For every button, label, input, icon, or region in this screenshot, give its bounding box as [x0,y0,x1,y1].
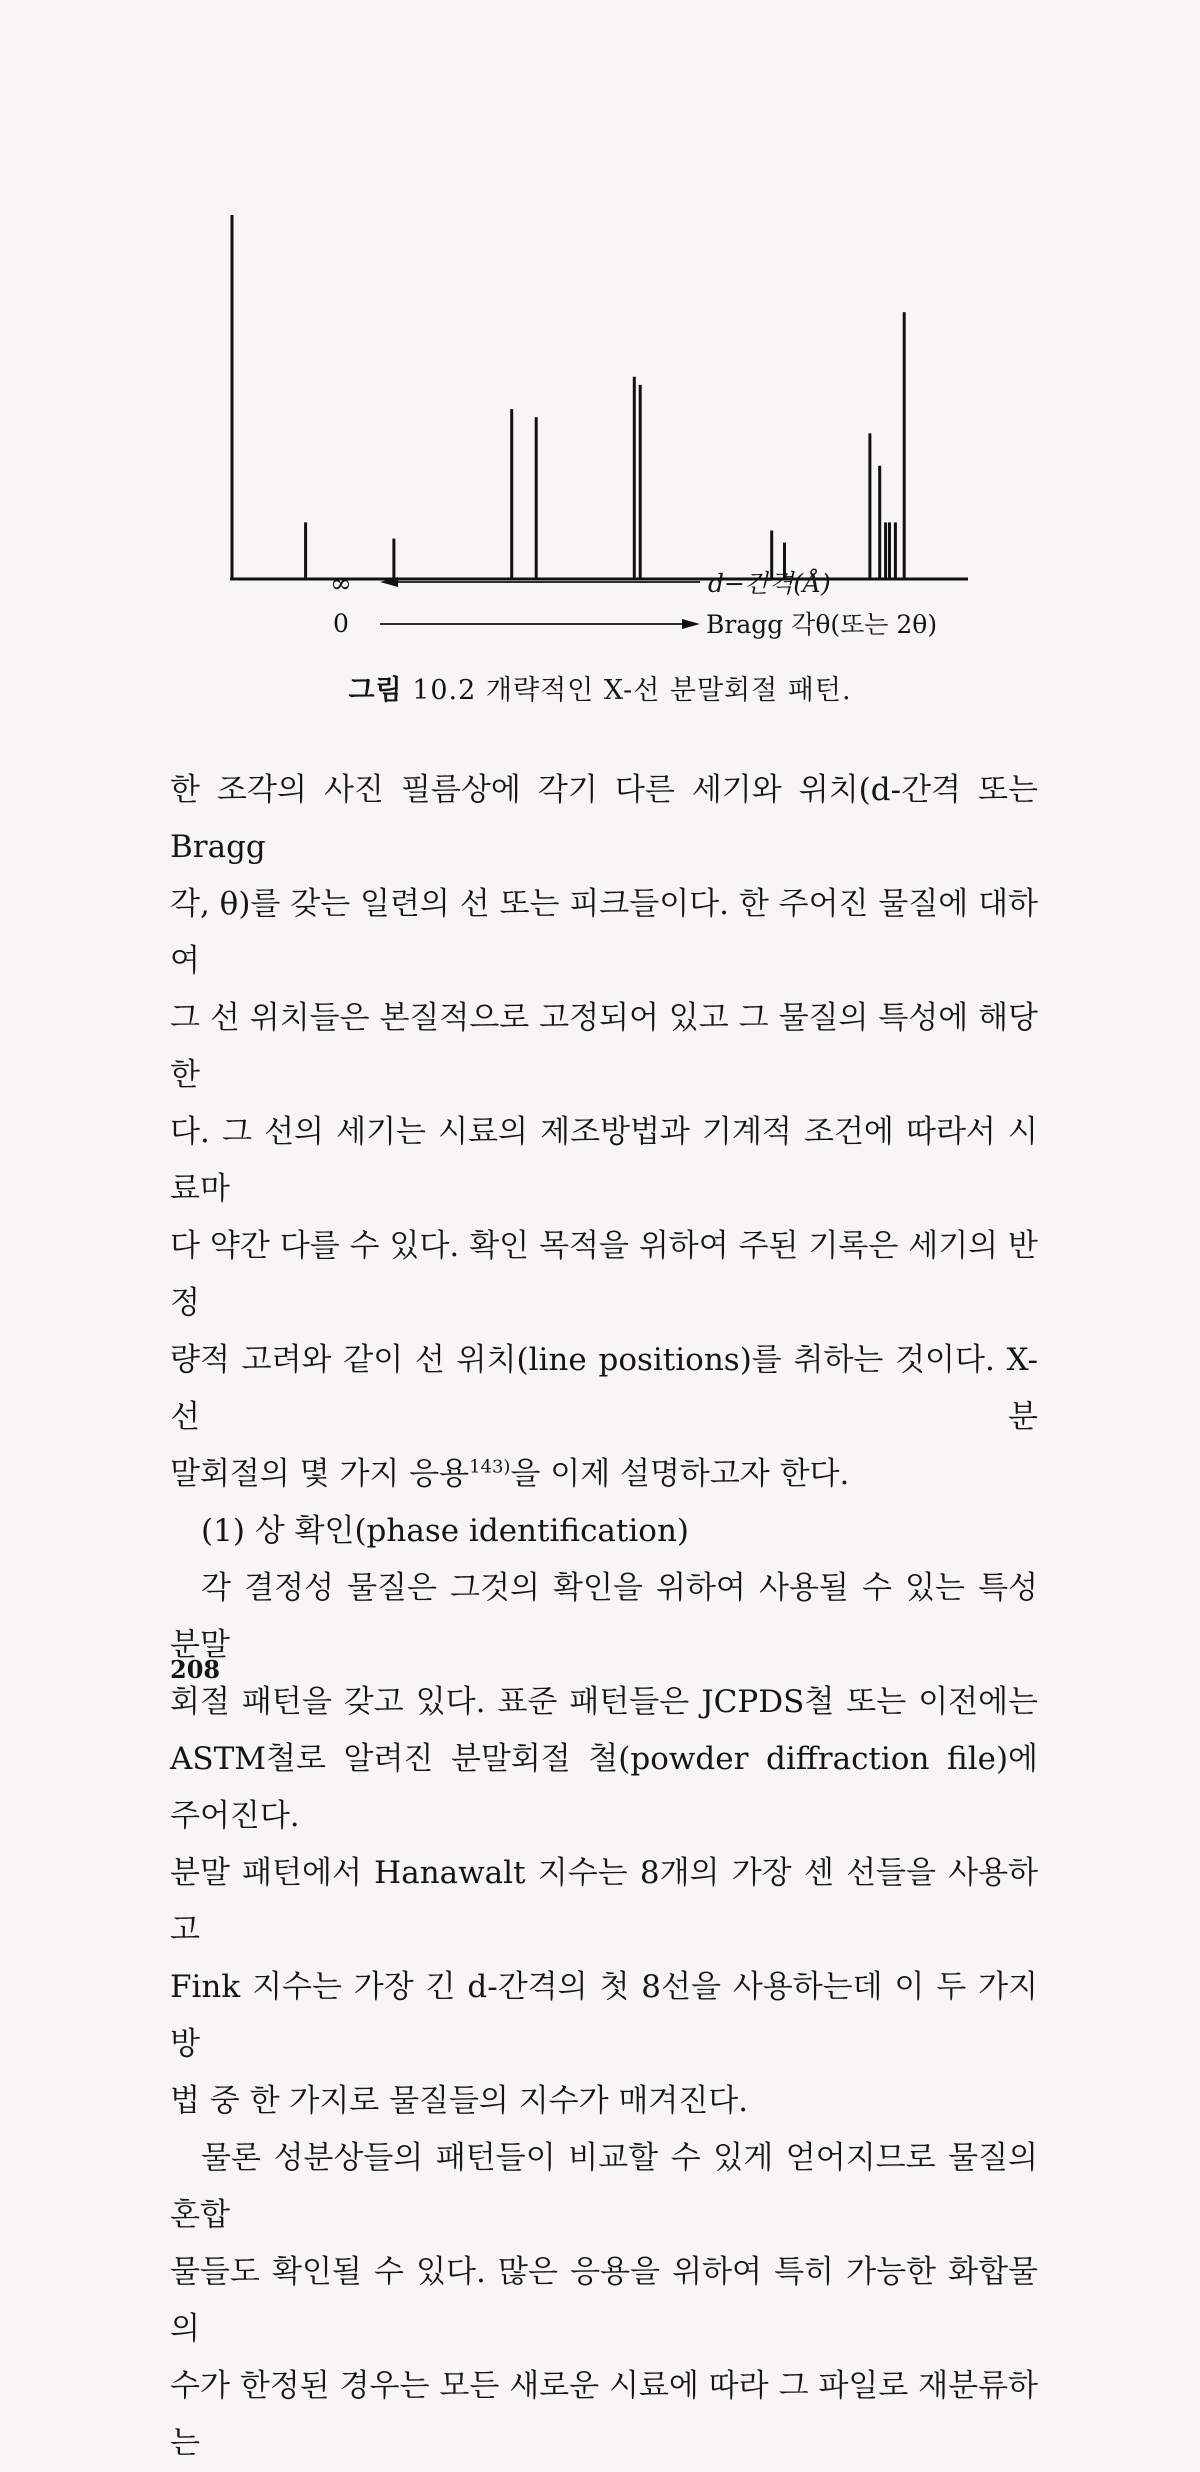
paragraph-1-line-7-text-b: 을 이제 설명하고자 한다. [510,1456,850,1492]
bragg-angle-axis-label: Bragg 각θ(또는 2θ) [706,610,938,639]
paragraph-2-line-6: 법 중 한 가지로 물질들의 지수가 매겨진다. [170,2083,749,2119]
diffraction-peaks [306,312,905,579]
d-spacing-infinity-symbol: ∞ [330,569,352,599]
paragraph-1-line-7-text-a: 말회절의 몇 가지 응용 [170,1456,470,1492]
paragraph-3-line-3: 수가 한정된 경우는 모든 새로운 시료에 따라 그 파일로 재분류하는 [170,2368,1038,2461]
paragraph-2-line-4: 분말 패턴에서 Hanawalt 지수는 8개의 가장 센 선들을 사용하고 [170,1855,1038,1948]
paragraph-2-line-5: Fink 지수는 가장 긴 d-간격의 첫 8선을 사용하는데 이 두 가지 방 [170,1969,1038,2062]
paragraph-1-line-2: 각, θ)를 갖는 일련의 선 또는 피크들이다. 한 주어진 물질에 대하여 [170,886,1038,979]
d-spacing-axis-label: d−간격(Å) [708,569,831,598]
xrd-pattern-figure [0,0,1200,650]
page-number: 208 [170,1655,221,1684]
paragraph-1-line-6: 량적 고려와 같이 선 위치(line positions)를 취하는 것이다. X-선 분 [170,1342,1038,1435]
section-heading-phase-identification: (1) 상 확인(phase identification) [201,1513,690,1549]
figure-caption [0,668,1200,707]
paragraph-3-line-1: 물론 성분상들의 패턴들이 비교할 수 있게 얻어지므로 물질의 혼합 [170,2140,1038,2233]
paragraph-2-line-1: 각 결정성 물질은 그것의 확인을 위하여 사용될 수 있는 특성분말 [170,1570,1038,1663]
paragraph-1-line-4: 다. 그 선의 세기는 시료의 제조방법과 기계적 조건에 따라서 시료마 [170,1114,1038,1207]
paragraph-1-line-7 [170,1446,1038,1503]
paragraph-2-line-3: ASTM철로 알려진 분말회절 철(powder diffraction file)에 주어진다. [170,1741,1038,1834]
paragraph-2-line-2: 회절 패턴을 갖고 있다. 표준 패턴들은 JCPDS철 또는 이전에는 [170,1684,1038,1720]
paragraph-1-line-3: 그 선 위치들은 본질적으로 고정되어 있고 그 물질의 특성에 해당한 [170,1000,1038,1093]
paragraph-3-line-2: 물들도 확인될 수 있다. 많은 응용을 위하여 특히 가능한 화합물의 [170,2254,1038,2347]
figure-caption-number: 10.2 [412,675,477,706]
paragraph-1-line-1: 한 조각의 사진 필름상에 각기 다른 세기와 위치(d-간격 또는 Bragg [170,772,1038,865]
reference-superscript: 143) [469,1456,511,1478]
body-text [170,762,1038,2472]
figure-caption-text: 개략적인 X-선 분말회절 패턴. [485,675,852,706]
bragg-angle-zero-symbol: 0 [333,609,349,638]
paragraph-1-line-5: 다 약간 다를 수 있다. 확인 목적을 위하여 주된 기록은 세기의 반정 [170,1228,1038,1321]
figure-caption-label: 그림 [348,675,403,706]
bragg-angle-arrowhead [682,619,700,629]
